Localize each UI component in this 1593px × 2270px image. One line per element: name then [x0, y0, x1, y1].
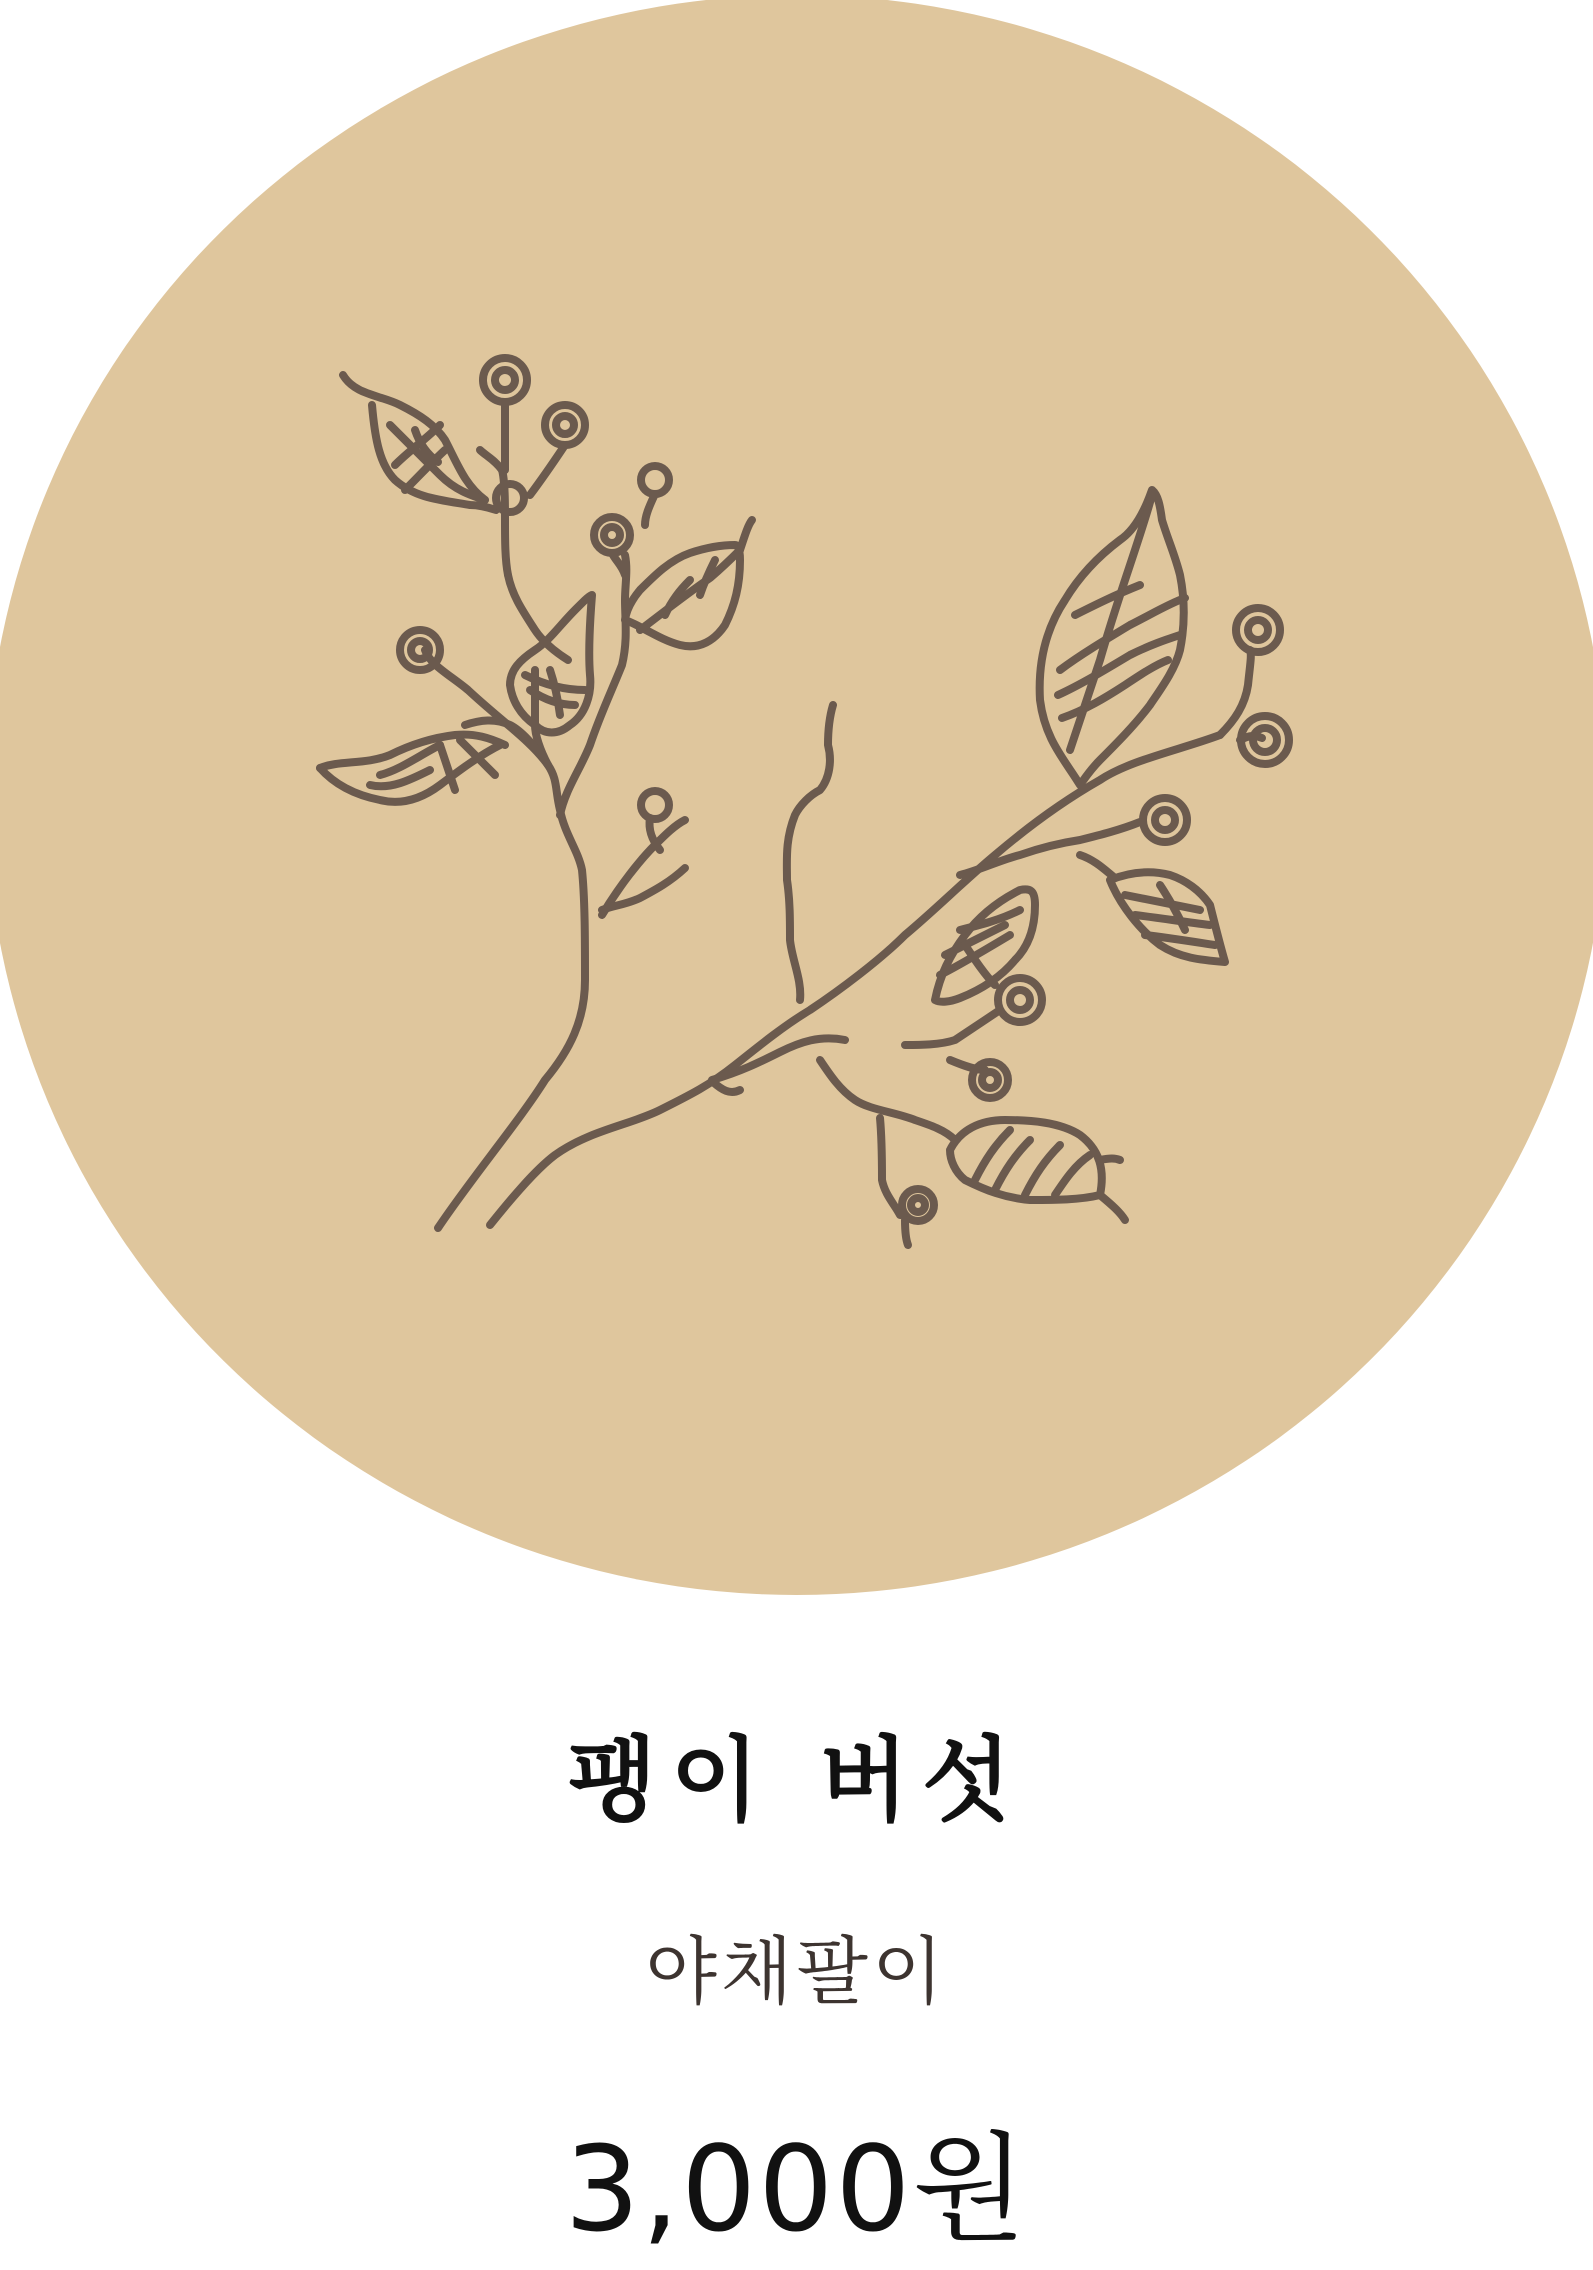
product-name: 팽이 버섯 [567, 1727, 1026, 1834]
seller-name: 야채팔이 [645, 1929, 948, 2015]
product-price: 3,000원 [564, 2120, 1029, 2258]
